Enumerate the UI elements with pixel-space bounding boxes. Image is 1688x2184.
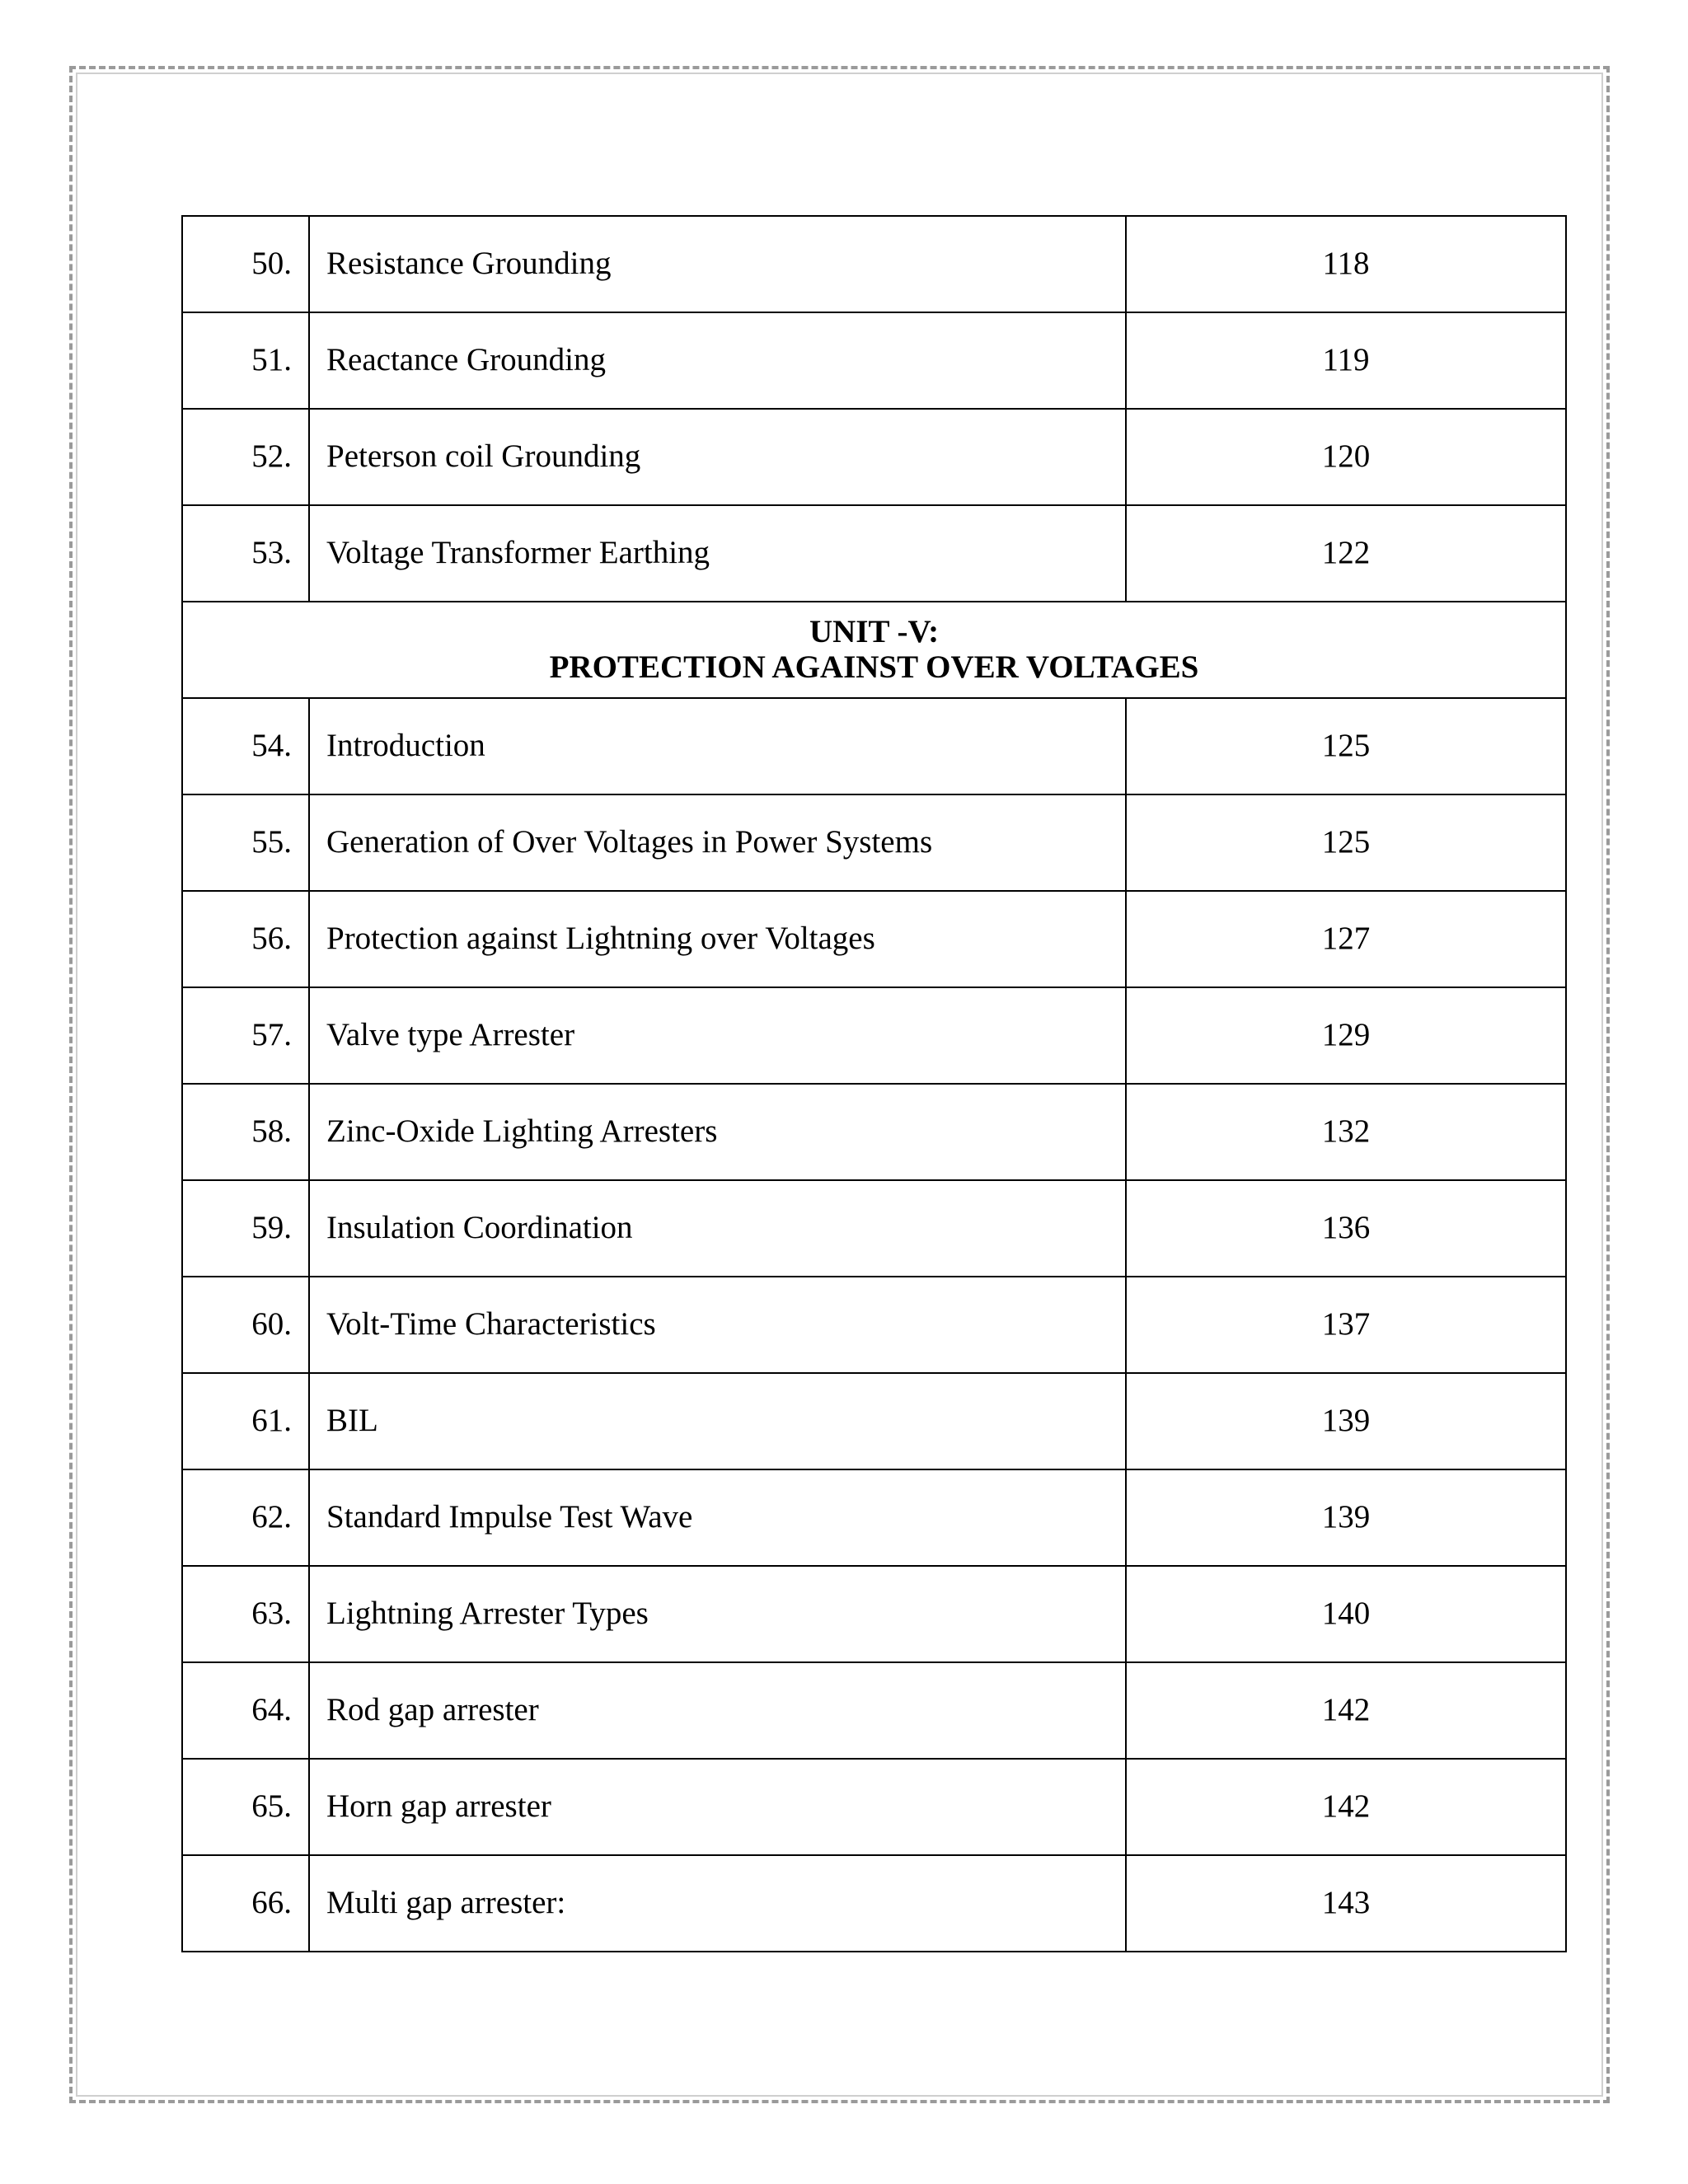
entry-page: 132	[1126, 1084, 1566, 1180]
unit-label: UNIT -V:	[809, 613, 940, 649]
entry-number: 58.	[182, 1084, 309, 1180]
entry-number: 55.	[182, 794, 309, 891]
table-row	[182, 505, 1566, 602]
table-row	[182, 1277, 1566, 1373]
entry-page: 139	[1126, 1469, 1566, 1566]
entry-number: 52.	[182, 409, 309, 505]
entry-page: 139	[1126, 1373, 1566, 1469]
entry-number: 54.	[182, 698, 309, 794]
table-row	[182, 216, 1566, 312]
entry-number: 59.	[182, 1180, 309, 1277]
entry-title: BIL	[309, 1373, 1126, 1469]
table-row	[182, 698, 1566, 794]
entry-page: 119	[1126, 312, 1566, 409]
entry-title: Volt-Time Characteristics	[309, 1277, 1126, 1373]
table-row	[182, 1180, 1566, 1277]
entry-number: 56.	[182, 891, 309, 987]
entry-title: Resistance Grounding	[309, 216, 1126, 312]
entry-title: Rod gap arrester	[309, 1662, 1126, 1759]
entry-title: Reactance Grounding	[309, 312, 1126, 409]
toc-table	[181, 215, 1567, 1952]
entry-title: Voltage Transformer Earthing	[309, 505, 1126, 602]
table-row	[182, 891, 1566, 987]
table-row	[182, 1566, 1566, 1662]
entry-title: Generation of Over Voltages in Power Systems	[309, 794, 1126, 891]
table-row	[182, 1084, 1566, 1180]
entry-page: 129	[1126, 987, 1566, 1084]
entry-title: Valve type Arrester	[309, 987, 1126, 1084]
entry-number: 65.	[182, 1759, 309, 1855]
entry-title: Protection against Lightning over Voltages	[309, 891, 1126, 987]
entry-number: 61.	[182, 1373, 309, 1469]
table-row	[182, 409, 1566, 505]
entry-page: 136	[1126, 1180, 1566, 1277]
table-row	[182, 1469, 1566, 1566]
entry-number: 66.	[182, 1855, 309, 1952]
entry-page: 120	[1126, 409, 1566, 505]
entry-page: 137	[1126, 1277, 1566, 1373]
table-row	[182, 312, 1566, 409]
entry-title: Introduction	[309, 698, 1126, 794]
table-row	[182, 794, 1566, 891]
table-row	[182, 1373, 1566, 1469]
entry-number: 53.	[182, 505, 309, 602]
entry-title: Zinc-Oxide Lighting Arresters	[309, 1084, 1126, 1180]
table-row	[182, 1662, 1566, 1759]
entry-title: Lightning Arrester Types	[309, 1566, 1126, 1662]
entry-title: Insulation Coordination	[309, 1180, 1126, 1277]
entry-page: 142	[1126, 1759, 1566, 1855]
entry-number: 60.	[182, 1277, 309, 1373]
entry-page: 140	[1126, 1566, 1566, 1662]
unit-title: PROTECTION AGAINST OVER VOLTAGES	[549, 649, 1199, 685]
toc-body	[182, 216, 1566, 1952]
entry-title: Peterson coil Grounding	[309, 409, 1126, 505]
unit-heading	[182, 602, 1566, 698]
table-row	[182, 987, 1566, 1084]
entry-title: Horn gap arrester	[309, 1759, 1126, 1855]
entry-number: 50.	[182, 216, 309, 312]
entry-page: 122	[1126, 505, 1566, 602]
entry-number: 62.	[182, 1469, 309, 1566]
unit-heading-row	[182, 602, 1566, 698]
entry-number: 57.	[182, 987, 309, 1084]
entry-number: 64.	[182, 1662, 309, 1759]
entry-title: Standard Impulse Test Wave	[309, 1469, 1126, 1566]
entry-title: Multi gap arrester:	[309, 1855, 1126, 1952]
entry-page: 125	[1126, 698, 1566, 794]
entry-number: 51.	[182, 312, 309, 409]
entry-page: 143	[1126, 1855, 1566, 1952]
entry-page: 118	[1126, 216, 1566, 312]
entry-page: 127	[1126, 891, 1566, 987]
table-row	[182, 1759, 1566, 1855]
entry-number: 63.	[182, 1566, 309, 1662]
entry-page: 125	[1126, 794, 1566, 891]
entry-page: 142	[1126, 1662, 1566, 1759]
table-row	[182, 1855, 1566, 1952]
